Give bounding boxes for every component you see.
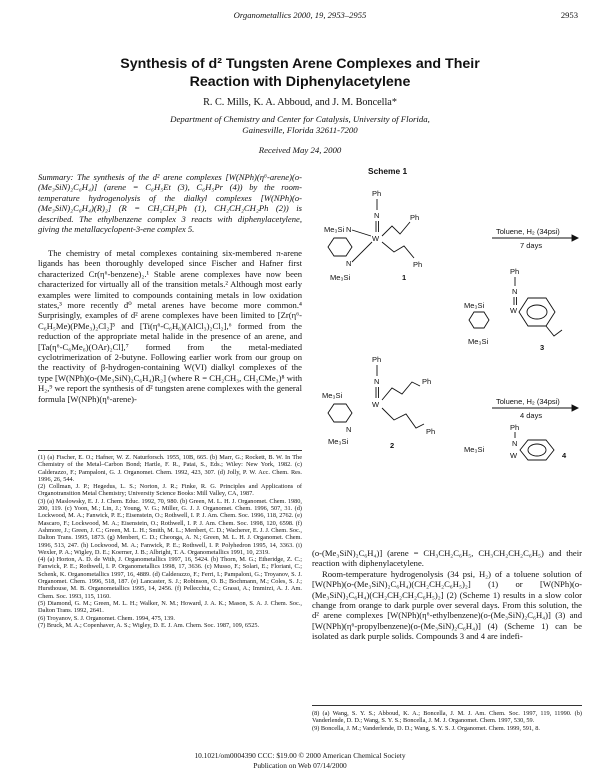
publication-date: Publication on Web 07/14/2000	[253, 761, 347, 770]
reference-item: (1) (a) Fischer, E. O.; Hafner, W. Z. Naturforsch. 1955, 10B, 665. (b) Marr, G.; Rockett, B. W. In The Chemistry of the Metal–Carbon Bond; Hartle, F. R., Patai, S., Eds.; Wiley: New York, 1982. (c) Calderazzo, F.; Pampaloni, G. J. Organomet. Chem. 1992, 423, 307. (d) Jolly, P. W. Acc. Chem. Res. 1996, 26, 544.	[38, 454, 302, 483]
arrow-2-time: 4 days	[520, 411, 543, 420]
body-paragraph: (o-(Me₃SiN)₂C₆H₄)] (arene = CH₃CH₂C₆H₅, CH₃CH₂CH₂C₆H₅) and their reaction with diphenylacetylene.	[312, 548, 582, 569]
reference-item: (5) Diamond, G. M.; Green, M. L. H.; Walker, N. M.; Howard, J. A. K.; Mason, S. A. J. Chem. Soc., Dalton Trans. 1992, 2641.	[38, 599, 302, 615]
footnote-divider	[38, 450, 302, 451]
summary: Summary: The synthesis of the d² arene complexes [W(NPh)(η⁶-arene)(o-(Me₃SiN)₂C₆H₄)] (arene = C₆H₅Et (3), C₆H₅Pr (4)) by the room-temperature hydrogenolysis of the dialkyl complexes [W(NPh)(o-(Me₃SiN)₂C₆H₄)(R)₂] (R = CH₂CH₂Ph (1), CH₂CH₂CH₂Ph (2)) is described. The ethylbenzene complex 3 reacts with diphenylacetylene, giving the metallacyclopent-3-ene complex 5.	[38, 172, 302, 235]
received-date: Received May 24, 2000	[258, 145, 342, 155]
references-right	[312, 710, 582, 732]
compound-2-label: 2	[390, 441, 395, 450]
compound-3-me3si-bottom: Me₃Si	[468, 337, 489, 346]
reference-item: (6) Troyanov, S. J. Organomet. Chem. 1994, 475, 139.	[38, 614, 175, 622]
compound-1-ph-lower: Ph	[413, 260, 423, 269]
reaction-arrow-1	[492, 227, 578, 250]
compound-1	[324, 189, 422, 282]
affiliation-line-2: Gainesville, Florida 32611-7200	[242, 125, 358, 135]
compound-4-me3si: Me₃Si	[464, 445, 485, 454]
arrow-1-conditions: Toluene, H₂ (34psi)	[496, 227, 560, 236]
body-paragraph: The chemistry of metal complexes containing six-membered π-arene ligands has been thoroughly developed since Fischer and Hafner first characterized Cr(η⁶-benzene)₂.¹ Stable arene complexes have now been characterized for virtually all of the transition metals.² Although most early examples were limited to compounds containing metals in low oxidation states,³ more recently d⁰ metal arenes have become more common.⁴ Surprisingly, examples of d² arene complexes have been limited to [Zr(η⁶-C₆H₅Me)(PMe₃)₂Cl₂]⁵ and [Ti(η⁶-C₆H₆)(AlCl₃)₂Cl₂],⁶ formed from the reduction of the appropriate metal halide in the presence of an arene, and [Ta(η⁶-C₆Me₆)(OAr)₂Cl],⁷ formed from the metal-mediated cyclotrimerization of 2-butyne. Following earlier work from our group on the reactivity of β-hydrogen-containing W(VI) dialkyl complexes of the type [W(NPh)(o-(Me₃SiN)₂C₆H₄)R₂] (where R = CH₂CH₃, CH₂CMe₃)⁸ with H₂,⁹ we report the synthesis of d² tungsten arene complexes with the general formula [W(NPh)(η⁶-arene)-	[38, 248, 302, 404]
compound-2-w: W	[372, 400, 380, 409]
compound-3	[464, 267, 562, 352]
compound-4-label: 4	[562, 451, 567, 460]
reference-item: (9) Boncella, J. M.; Vanderlende, D. D.; Wang, S. Y. S. J. Organomet. Chem. 1999, 591, 8.	[312, 724, 540, 732]
compound-1-n-imido: N	[374, 211, 380, 220]
scheme-1-figure	[314, 172, 582, 462]
compound-2-n-bottom: N	[346, 425, 352, 434]
reference-item: (2) Collman, J. P.; Hegedus, L. S.; Norton, J. R.; Finke, R. G. Principles and Applications of Organotransition Metal Chemistry; University Science Books: Mill Valley, CA, 1987.	[38, 483, 302, 498]
compound-2-ph: Ph	[372, 355, 382, 364]
compound-3-w: W	[510, 306, 518, 315]
title-line-2: Reaction with Diphenylacetylene	[189, 74, 411, 90]
compound-1-ph: Ph	[372, 189, 382, 198]
compound-3-ph: Ph	[510, 267, 520, 276]
footnote-divider	[312, 705, 582, 706]
reaction-arrow-2	[492, 397, 578, 420]
affiliation-line-1: Department of Chemistry and Center for Catalysis, University of Florida,	[170, 114, 430, 124]
title-line-1: Synthesis of d² Tungsten Arene Complexes and Their	[120, 56, 480, 72]
reference-item: (8) (a) Wang, S. Y. S.; Abboud, K. A.; Boncella, J. M. J. Am. Chem. Soc. 1997, 119, 11990. (b) Vanderlende, D. D.; Wang, S. Y. S.; Boncella, J. M. J. Organomet. Chem. 1997, 530, 59.	[312, 710, 582, 725]
compound-1-me3si-bottom: Me₃Si	[330, 273, 351, 282]
compound-1-w: W	[372, 234, 380, 243]
compound-3-n: N	[512, 287, 518, 296]
reference-item: (7) Bruck, M. A.; Copenhaver, A. S.; Wigley, D. E. J. Am. Chem. Soc. 1987, 109, 6525.	[38, 621, 260, 629]
body-left	[38, 248, 302, 404]
compound-2	[322, 355, 435, 450]
compound-3-label: 3	[540, 343, 545, 352]
authors: R. C. Mills, K. A. Abboud, and J. M. Boncella*	[203, 97, 397, 108]
compound-4-w: W	[510, 451, 518, 460]
compound-1-me3si-top: Me₃Si	[324, 225, 345, 234]
body-right	[312, 548, 582, 642]
compound-2-me3si-bottom: Me₃Si	[328, 437, 349, 446]
compound-1-ph-upper: Ph	[410, 213, 420, 222]
journal-citation: Organometallics 2000, 19, 2953–2955	[233, 10, 367, 20]
reference-item: (3) (a) Maslowsky, E. J. J. Chem. Educ. 1992, 70, 980. (b) Green, M. L. H. J. Organomet. Chem. 1980, 200, 119. (c) Yoon, M.; Lin, J.; Young, V. G.; Miller, G. J. J. Organomet. Chem. 1996, 507, 31. (d) Lockwood, M. A.; Fanwick, P. E.; Eisenstein, O.; Rothwell, I. P. J. Am. Chem. Soc. 1996, 118, 2762. (e) Mascaro, F.; Lockwood, M. A.; Eisenstein, O.; Rothwell, I. P. J. Am. Chem. Soc. 1998, 120, 6598. (f) Ashmore, J.; Green, J. C.; Green, M. L. H.; Smith, M. L.; Menbert, C. D.; Wacherer, E. J. J. Chem. Soc., Dalton Trans. 1995, 1873. (g) Menbert, C. D.; Cheonga, A. N.; Green, M. L. H. J. Organomet. Chem. 1996, 513, 247. (h) Lockwood, M. A.; Fanwick, P. E.; Rothwell, I. P. Polyhedron 1995, 14, 3363. (i) Wexler, P. A.; Wigley, D. E.; Koerner, J. B.; Albright, T. A. Organometallics 1991, 10, 2319.	[38, 497, 302, 556]
compound-1-n-left: N	[346, 225, 352, 234]
compound-2-ph-lower: Ph	[426, 427, 436, 436]
page-number: 2953	[560, 10, 578, 20]
arrow-2-conditions: Toluene, H₂ (34psi)	[496, 397, 560, 406]
compound-3-me3si-top: Me₃Si	[464, 301, 485, 310]
compound-4-n: N	[512, 439, 518, 448]
scheme-title: Scheme 1	[368, 166, 408, 176]
compound-1-n-bottom: N	[346, 259, 352, 268]
reference-item: (4) (a) Horton, A. D. de With, J. Organometallics 1997, 16, 5424. (b) Thorn, M. G.; Etheridge, Z. C.; Fanwick, P. E.; Rothwell, I. P. Organometallics 1998, 17, 3636. (c) Musso, F.; Solari, E.; Floriani, C.; Schenk, K. Organometallics 1997, 16, 4889. (d) Calderazzo, F.; Ferri, I.; Pampaloni, G.; Troyanov, S. J. Organomet. Chem. 1996, 518, 187. (e) Lancaster, S. J.; Robinson, O. B.; Bochmann, M.; Coles, S. J.; Hursthouse, M. B. Organometallics 1995, 14, 2456. (f) Pellecchia, C.; Grassi, A.; Immirzi, A. J. Am. Chem. Soc. 1993, 115, 1160.	[38, 556, 302, 600]
references-left	[38, 454, 302, 629]
compound-2-me3si-top: Me₃Si	[322, 391, 343, 400]
arrow-1-time: 7 days	[520, 241, 543, 250]
compound-4-ph: Ph	[510, 423, 520, 432]
compound-2-n-imido: N	[374, 377, 380, 386]
compound-4	[464, 423, 567, 460]
article-title	[0, 55, 600, 91]
compound-1-label: 1	[402, 273, 407, 282]
compound-2-ph-upper: Ph	[422, 377, 432, 386]
doi-line: 10.1021/om0004390 CCC: $19.00 © 2000 American Chemical Society	[194, 751, 406, 760]
affiliation	[0, 114, 600, 136]
body-paragraph: Room-temperature hydrogenolysis (34 psi, H₂) of a toluene solution of [W(NPh)(o-(Me₃SiN)₂C₆H₄)(CH₂CH₂C₆H₅)₂] (1) or [W(NPh)(o-(Me₃SiN)₂C₆H₄)(CH₂CH₂CH₂C₆H₅)₂] (2) (Scheme 1) results in a slow color change from orange to dark purple over several days. From this solution, the d² arene complexes [W(NPh)(η⁶-ethylbenzene)(o-(Me₃SiN)₂C₆H₄)] (3) and [W(NPh)(η⁶-propylbenzene)(o-(Me₃SiN)₂C₆H₄)] (4) (Scheme 1) can be isolated as dark purple solids. Compounds 3 and 4 are indefi-	[312, 568, 582, 642]
